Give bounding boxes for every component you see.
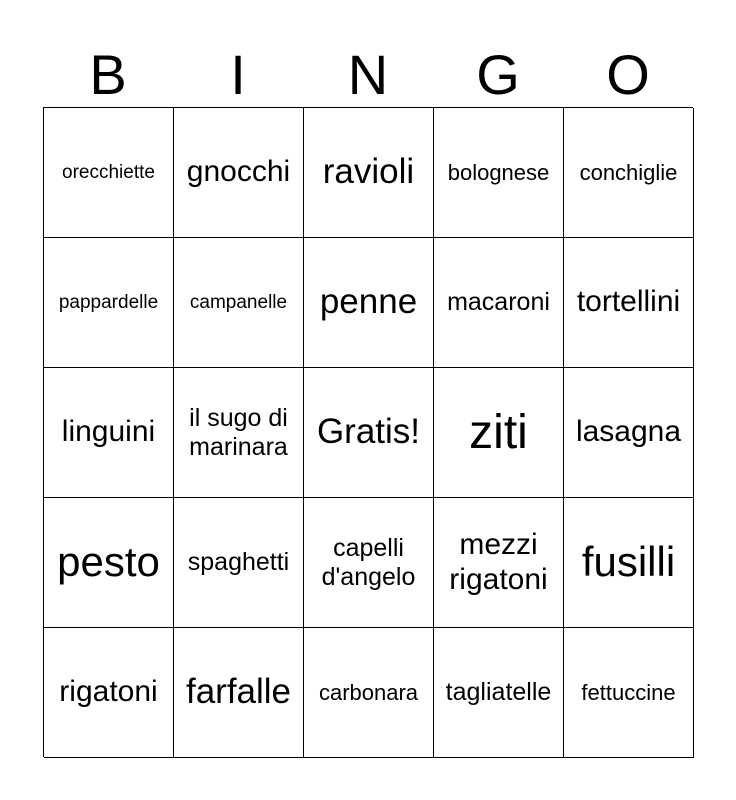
header-letter-o: O	[606, 43, 650, 106]
header-letter-b: B	[89, 43, 127, 106]
bingo-header	[43, 42, 693, 108]
bingo-cell[interactable]: pappardelle	[44, 238, 174, 368]
bingo-cell[interactable]: macaroni	[434, 238, 564, 368]
bingo-cell[interactable]: fusilli	[564, 498, 694, 628]
bingo-cell[interactable]: fettuccine	[564, 628, 694, 758]
bingo-cell[interactable]: il sugo di marinara	[174, 368, 304, 498]
bingo-cell[interactable]: linguini	[44, 368, 174, 498]
bingo-cell[interactable]: tortellini	[564, 238, 694, 368]
bingo-cell[interactable]: conchiglie	[564, 108, 694, 238]
bingo-cell[interactable]: bolognese	[434, 108, 564, 238]
bingo-cell[interactable]: orecchiette	[44, 108, 174, 238]
bingo-cell[interactable]: capelli d'angelo	[304, 498, 434, 628]
header-letter-g: G	[476, 43, 520, 106]
bingo-cell[interactable]: spaghetti	[174, 498, 304, 628]
bingo-cell[interactable]: carbonara	[304, 628, 434, 758]
header-letter-n: N	[347, 43, 389, 106]
bingo-cell[interactable]: ziti	[434, 368, 564, 498]
bingo-cell[interactable]: pesto	[44, 498, 174, 628]
bingo-cell[interactable]: farfalle	[174, 628, 304, 758]
bingo-cell[interactable]: campanelle	[174, 238, 304, 368]
bingo-cell[interactable]: penne	[304, 238, 434, 368]
bingo-cell[interactable]: tagliatelle	[434, 628, 564, 758]
bingo-board	[43, 107, 693, 757]
bingo-cell[interactable]: rigatoni	[44, 628, 174, 758]
bingo-cell[interactable]: mezzi rigatoni	[434, 498, 564, 628]
bingo-cell[interactable]: ravioli	[304, 108, 434, 238]
header-letter-i: I	[230, 43, 246, 106]
bingo-cell[interactable]: gnocchi	[174, 108, 304, 238]
bingo-cell[interactable]: lasagna	[564, 368, 694, 498]
free-space-cell[interactable]: Gratis!	[304, 368, 434, 498]
